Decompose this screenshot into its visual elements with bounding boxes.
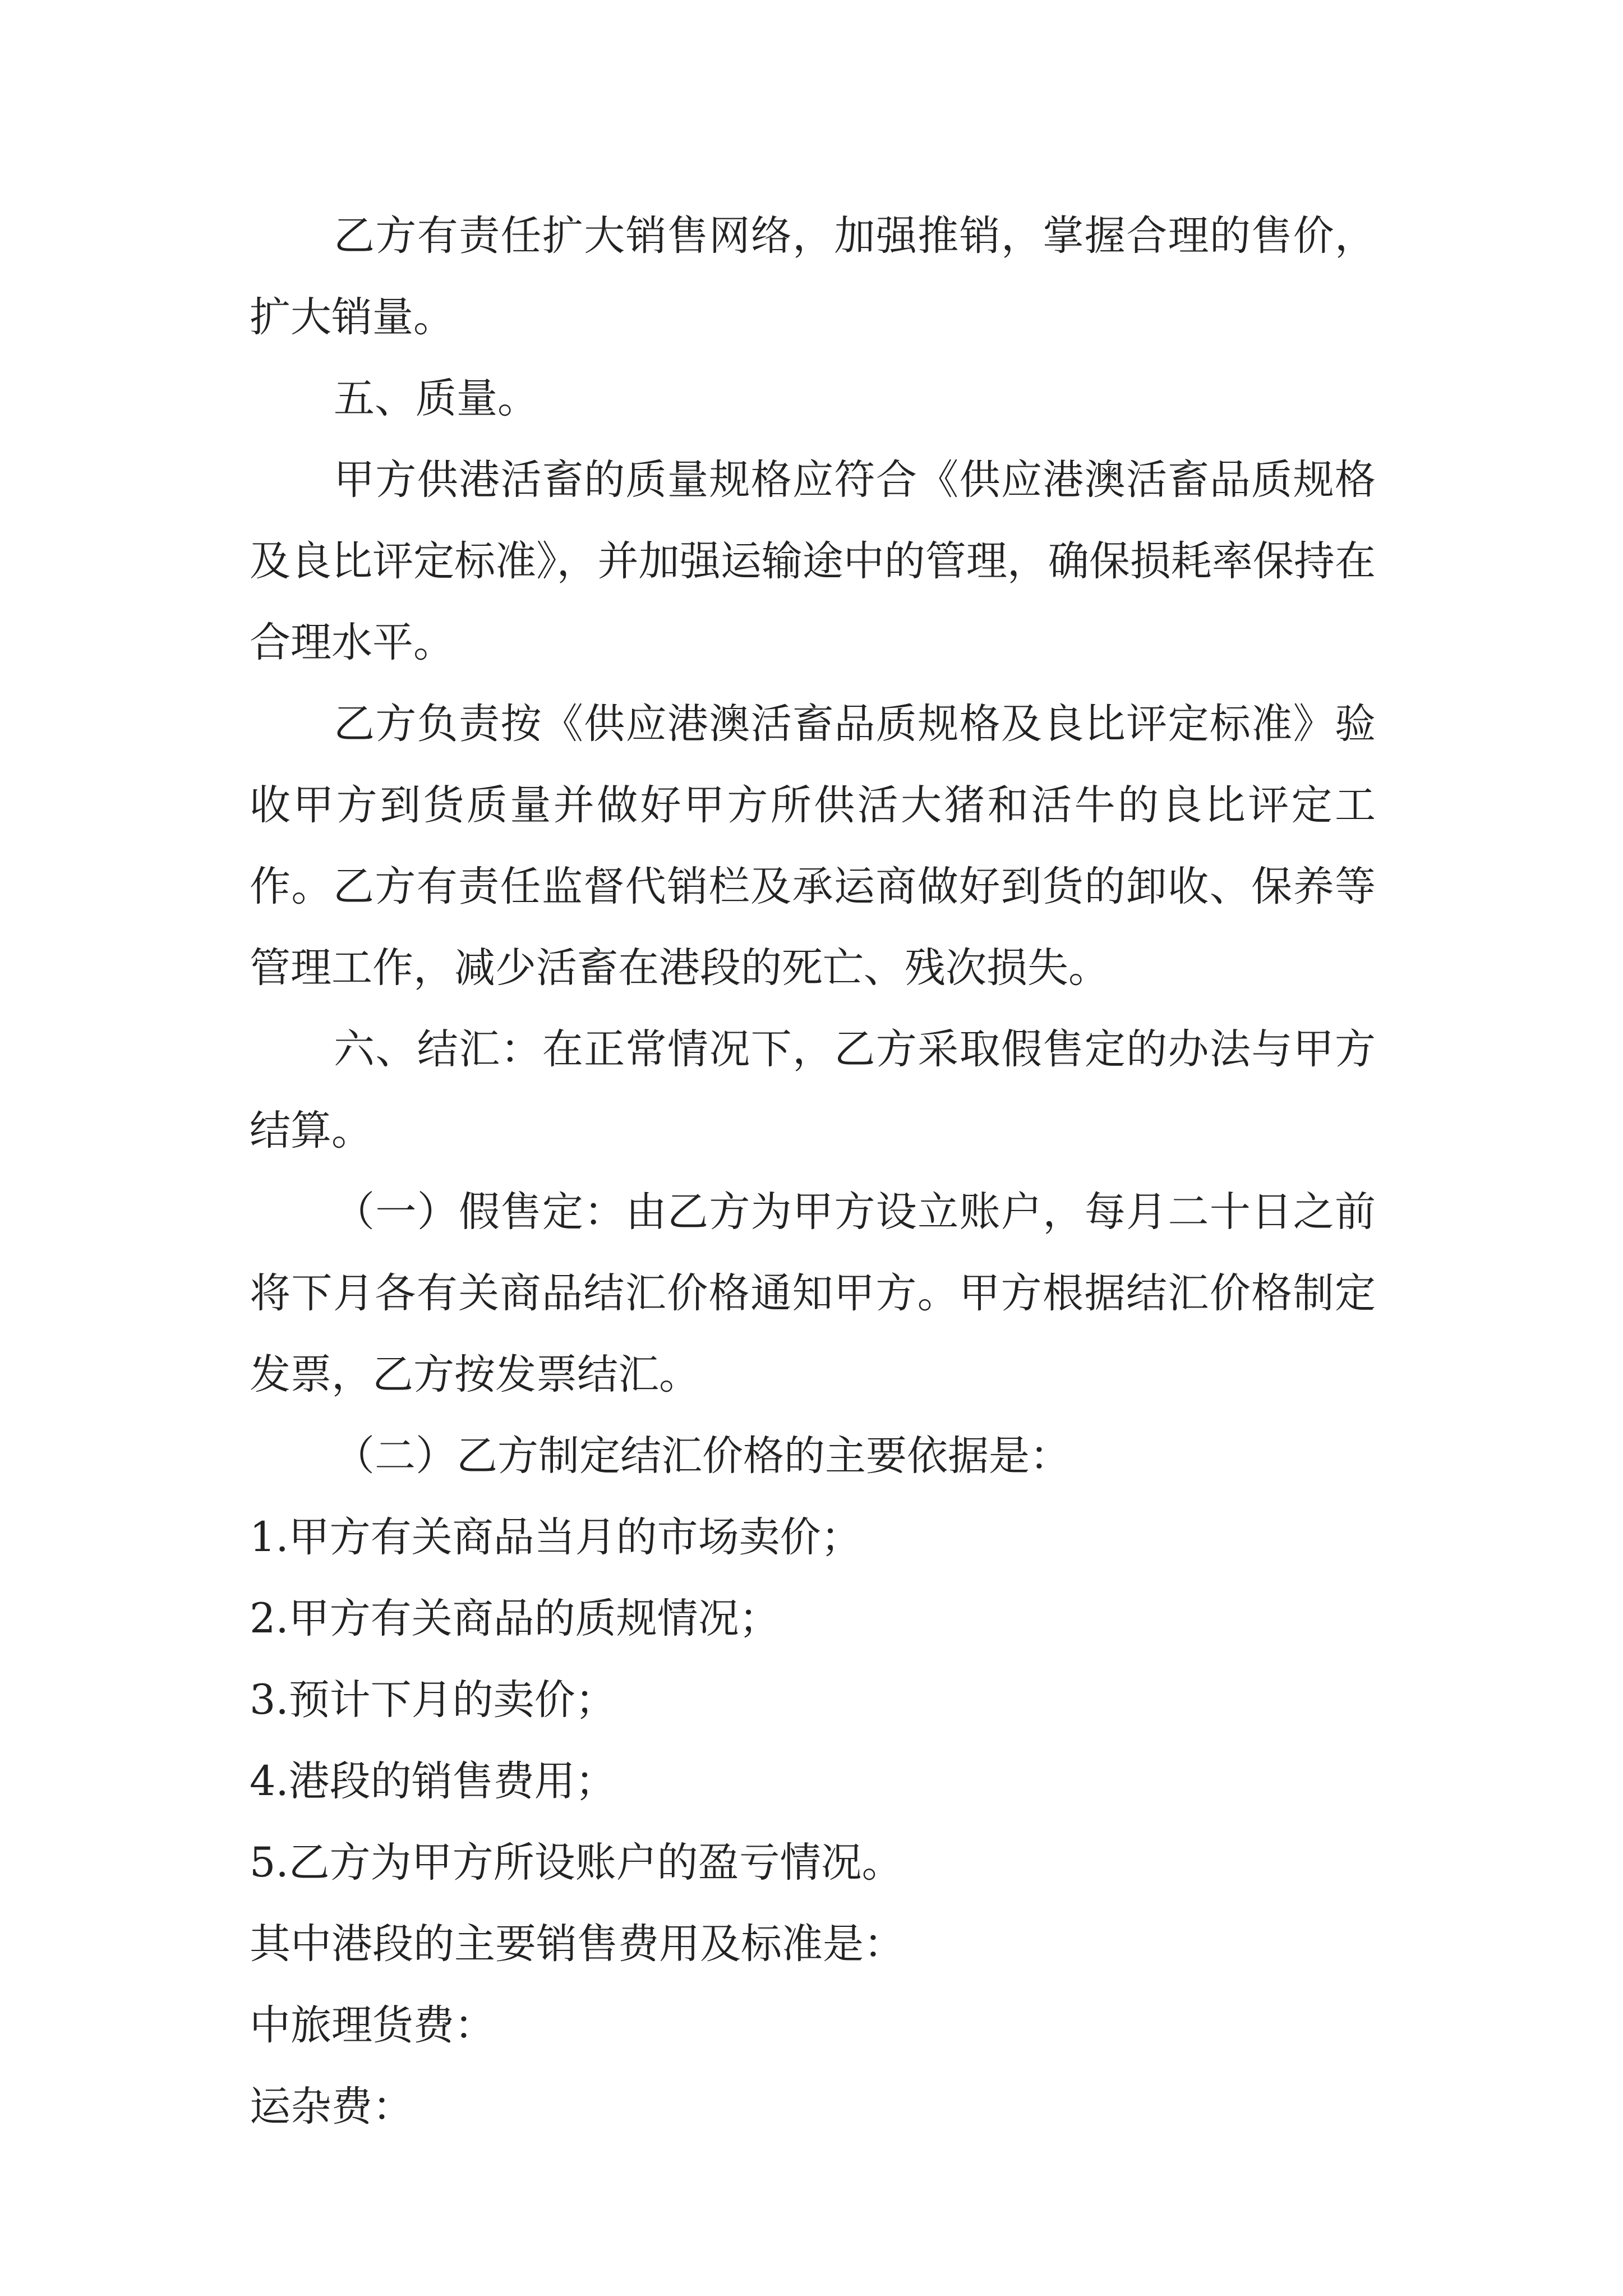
fee-item-freight: 运杂费： xyxy=(250,2083,413,2131)
list-item: 2.甲方有关商品的质规情况； xyxy=(250,1595,780,1642)
paragraph-pricing-basis: （二）乙方制定结汇价格的主要依据是： xyxy=(334,1432,1071,1480)
fee-item-tally: 中旅理货费： xyxy=(250,2001,495,2049)
section-heading-settlement: 六、结汇：在正常情况下，乙方采取假售定的办法与甲方结算。 xyxy=(250,1025,1376,1154)
paragraph-quality-standard: 甲方供港活畜的质量规格应符合《供应港澳活畜品质规格及良比评定标准》，并加强运输途中的管理，确保损耗率保持在合理水平。 xyxy=(250,456,1376,666)
list-item: 5.乙方为甲方所设账户的盈亏情况。 xyxy=(250,1839,903,1887)
list-item: 1.甲方有关商品当月的市场卖价； xyxy=(250,1513,862,1561)
list-item: 3.预计下月的卖价； xyxy=(250,1676,616,1724)
paragraph-fee-intro: 其中港段的主要销售费用及标准是： xyxy=(250,1920,905,1968)
document-body xyxy=(250,195,1376,2147)
paragraph-provisional-sale: （一）假售定：由乙方为甲方设立账户，每月二十日之前将下月各有关商品结汇价格通知甲方。甲方根据结汇价格制定发票，乙方按发票结汇。 xyxy=(250,1188,1376,1398)
paragraph-inspection: 乙方负责按《供应港澳活畜品质规格及良比评定标准》验收甲方到货质量并做好甲方所供活大猪和活牛的良比评定工作。乙方有责任监督代销栏及承运商做好到货的卸收、保养等管理工作，减少活畜在港段的死亡、残次损失。 xyxy=(250,700,1376,992)
paragraph-sales-network: 乙方有责任扩大销售网络，加强推销，掌握合理的售价，扩大销量。 xyxy=(250,212,1376,341)
section-heading-quality: 五、质量。 xyxy=(334,375,538,422)
list-item: 4.港段的销售费用； xyxy=(250,1757,616,1805)
